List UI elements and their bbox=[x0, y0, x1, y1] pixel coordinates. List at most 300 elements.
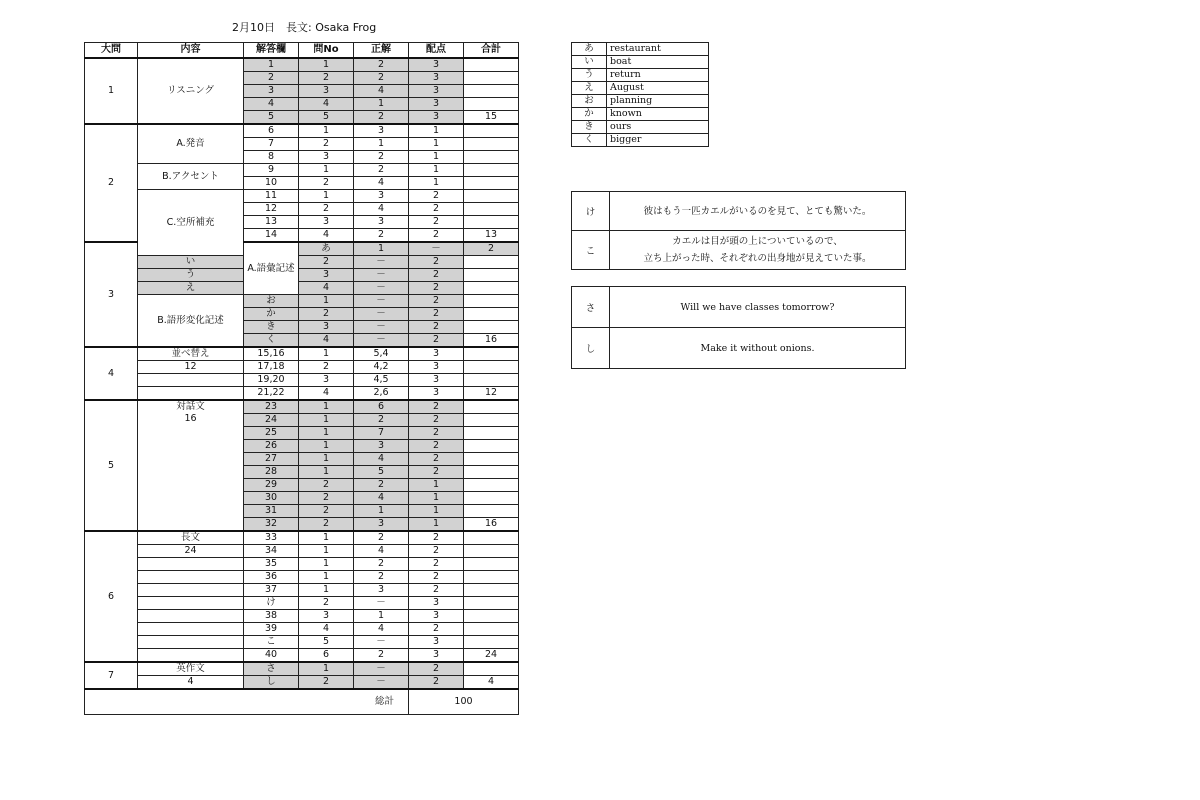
vocab-key: お bbox=[572, 95, 607, 108]
table-row bbox=[85, 190, 519, 203]
correct-answer: 4 bbox=[354, 177, 409, 190]
question-number: 2 bbox=[299, 308, 354, 321]
subtotal bbox=[464, 295, 519, 308]
vocab-value: known bbox=[607, 108, 709, 121]
correct-answer: 2,6 bbox=[354, 387, 409, 401]
question-number: 1 bbox=[299, 414, 354, 427]
section-number: 1 bbox=[85, 58, 138, 124]
vocab-row bbox=[572, 56, 709, 69]
question-number: 3 bbox=[299, 610, 354, 623]
content-label-text: 12 bbox=[184, 361, 197, 373]
answer-row bbox=[572, 328, 906, 369]
subtotal: 4 bbox=[464, 676, 519, 690]
question-number: 3 bbox=[299, 216, 354, 229]
vocab-row bbox=[572, 95, 709, 108]
correct-answer: － bbox=[354, 334, 409, 348]
question-number: 1 bbox=[299, 545, 354, 558]
vocab-row bbox=[572, 134, 709, 147]
correct-answer: 3 bbox=[354, 584, 409, 597]
question-number: 2 bbox=[299, 256, 354, 269]
points: 2 bbox=[409, 400, 464, 414]
table-row bbox=[85, 400, 519, 414]
question-number: 2 bbox=[299, 177, 354, 190]
question-number: 1 bbox=[299, 466, 354, 479]
question-number: 4 bbox=[299, 282, 354, 295]
answer-text bbox=[610, 192, 906, 231]
answer-slot: 19,20 bbox=[244, 374, 299, 387]
subtotal bbox=[464, 558, 519, 571]
vocab-key: か bbox=[572, 108, 607, 121]
subtotal bbox=[464, 190, 519, 203]
vocab-key: う bbox=[572, 69, 607, 82]
answer-slot: 1 bbox=[244, 58, 299, 72]
answer-slot: う bbox=[138, 269, 244, 282]
table-row bbox=[85, 649, 519, 663]
correct-answer: 2 bbox=[354, 649, 409, 663]
content-label-text: B.語形変化記述 bbox=[157, 314, 224, 326]
content-label-text: リスニング bbox=[166, 85, 215, 97]
question-number: 3 bbox=[299, 85, 354, 98]
answer-slot: 25 bbox=[244, 427, 299, 440]
section-content-label bbox=[138, 190, 244, 256]
answer-text: Make it without onions. bbox=[610, 328, 906, 369]
points: 3 bbox=[409, 374, 464, 387]
vocab-row bbox=[572, 82, 709, 95]
vocab-value: boat bbox=[607, 56, 709, 69]
correct-answer: － bbox=[354, 295, 409, 308]
score-table-body bbox=[85, 58, 519, 689]
question-number: 2 bbox=[299, 492, 354, 505]
answer-text: Will we have classes tomorrow? bbox=[610, 287, 906, 328]
section-content-label bbox=[138, 295, 244, 348]
correct-answer: 5,4 bbox=[354, 347, 409, 361]
section-number: 3 bbox=[85, 242, 138, 347]
table-row bbox=[85, 282, 519, 295]
empty-cell bbox=[138, 597, 244, 610]
question-number: 1 bbox=[299, 427, 354, 440]
answer-slot: け bbox=[244, 597, 299, 610]
answer-slot: か bbox=[244, 308, 299, 321]
answer-slot: 12 bbox=[244, 203, 299, 216]
question-number: 2 bbox=[299, 361, 354, 374]
points: 2 bbox=[409, 676, 464, 690]
answer-slot: 39 bbox=[244, 623, 299, 636]
section-content-label bbox=[138, 164, 244, 190]
answer-slot: 3 bbox=[244, 85, 299, 98]
answer-slot: 30 bbox=[244, 492, 299, 505]
correct-answer: － bbox=[354, 269, 409, 282]
subtotal bbox=[464, 440, 519, 453]
section-content-label bbox=[138, 531, 244, 545]
vocab-row bbox=[572, 43, 709, 56]
answer-key: け bbox=[572, 192, 610, 231]
section-content-label bbox=[138, 662, 244, 676]
answer-key: し bbox=[572, 328, 610, 369]
points: 2 bbox=[409, 282, 464, 295]
answer-slot: 38 bbox=[244, 610, 299, 623]
points: 3 bbox=[409, 597, 464, 610]
correct-answer: 4 bbox=[354, 545, 409, 558]
table-row bbox=[85, 387, 519, 401]
subtotal bbox=[464, 124, 519, 138]
points: 2 bbox=[409, 662, 464, 676]
subtotal bbox=[464, 427, 519, 440]
answer-slot: 33 bbox=[244, 531, 299, 545]
subtotal bbox=[464, 374, 519, 387]
correct-answer: 3 bbox=[354, 216, 409, 229]
subtotal bbox=[464, 623, 519, 636]
correct-answer: 4 bbox=[354, 85, 409, 98]
section-number: 5 bbox=[85, 400, 138, 531]
points: 2 bbox=[409, 545, 464, 558]
answer-line: 立ち上がった時、それぞれの出身地が見えていた事。 bbox=[643, 253, 872, 264]
subtotal bbox=[464, 164, 519, 177]
points: 3 bbox=[409, 98, 464, 111]
answer-line: カエルは目が頭の上についているので、 bbox=[672, 236, 843, 247]
vocab-row bbox=[572, 108, 709, 121]
points: 2 bbox=[409, 256, 464, 269]
points: 3 bbox=[409, 361, 464, 374]
answer-slot: 8 bbox=[244, 151, 299, 164]
subtotal bbox=[464, 610, 519, 623]
points: 3 bbox=[409, 636, 464, 649]
empty-cell bbox=[138, 636, 244, 649]
header-cell: 配点 bbox=[409, 43, 464, 59]
subtotal bbox=[464, 466, 519, 479]
table-row bbox=[85, 676, 519, 690]
question-number: 1 bbox=[299, 584, 354, 597]
points: 2 bbox=[409, 440, 464, 453]
points: 1 bbox=[409, 124, 464, 138]
section-number: 6 bbox=[85, 531, 138, 662]
correct-answer: 2 bbox=[354, 229, 409, 243]
subtotal bbox=[464, 453, 519, 466]
empty-cell bbox=[138, 571, 244, 584]
points: 2 bbox=[409, 531, 464, 545]
table-row bbox=[85, 256, 519, 269]
correct-answer: 3 bbox=[354, 440, 409, 453]
table-row bbox=[85, 558, 519, 571]
section-content-label bbox=[138, 347, 244, 361]
subtotal bbox=[464, 216, 519, 229]
table-row bbox=[85, 374, 519, 387]
content-label-text: 対話文 bbox=[176, 401, 205, 412]
subtotal bbox=[464, 662, 519, 676]
answer-row bbox=[572, 287, 906, 328]
points: 1 bbox=[409, 151, 464, 164]
subtotal bbox=[464, 347, 519, 361]
subtotal: 16 bbox=[464, 518, 519, 532]
subtotal bbox=[464, 138, 519, 151]
question-number: 1 bbox=[299, 164, 354, 177]
vocab-value: return bbox=[607, 69, 709, 82]
question-number: 2 bbox=[299, 597, 354, 610]
answer-slot: 32 bbox=[244, 518, 299, 532]
points: 1 bbox=[409, 505, 464, 518]
question-number: 1 bbox=[299, 558, 354, 571]
points: 2 bbox=[409, 466, 464, 479]
empty-cell bbox=[138, 387, 244, 401]
points: 3 bbox=[409, 85, 464, 98]
points: 2 bbox=[409, 321, 464, 334]
correct-answer: 2 bbox=[354, 111, 409, 125]
subtotal bbox=[464, 72, 519, 85]
question-number: 1 bbox=[299, 571, 354, 584]
correct-answer: 2 bbox=[354, 58, 409, 72]
vocab-row bbox=[572, 121, 709, 134]
content-label-text: A.語彙記述 bbox=[247, 262, 295, 274]
section-content-label bbox=[138, 676, 244, 690]
table-row bbox=[85, 164, 519, 177]
points: 2 bbox=[409, 229, 464, 243]
correct-answer: 3 bbox=[354, 124, 409, 138]
question-number: 5 bbox=[299, 111, 354, 125]
correct-answer: 2 bbox=[354, 558, 409, 571]
subtotal: 16 bbox=[464, 334, 519, 348]
answer-slot: 11 bbox=[244, 190, 299, 203]
correct-answer: 1 bbox=[354, 610, 409, 623]
empty-cell bbox=[138, 610, 244, 623]
question-number: 6 bbox=[299, 649, 354, 663]
vocab-value: August bbox=[607, 82, 709, 95]
table-row bbox=[85, 597, 519, 610]
points: 2 bbox=[409, 414, 464, 427]
question-number: 1 bbox=[299, 440, 354, 453]
points: 1 bbox=[409, 518, 464, 532]
question-number: 2 bbox=[299, 138, 354, 151]
vocab-value: restaurant bbox=[607, 43, 709, 56]
answer-row bbox=[572, 231, 906, 270]
correct-answer: 4 bbox=[354, 203, 409, 216]
subtotal bbox=[464, 361, 519, 374]
answer-slot: 31 bbox=[244, 505, 299, 518]
answer-slot: 2 bbox=[244, 72, 299, 85]
points: 2 bbox=[464, 242, 519, 256]
question-number: 3 bbox=[299, 374, 354, 387]
table-row bbox=[85, 347, 519, 361]
answer-slot: 40 bbox=[244, 649, 299, 663]
vocab-key: く bbox=[572, 134, 607, 147]
points: 3 bbox=[409, 610, 464, 623]
correct-answer: 2 bbox=[354, 571, 409, 584]
subtotal: 12 bbox=[464, 387, 519, 401]
points: 1 bbox=[409, 177, 464, 190]
answer-slot: 27 bbox=[244, 453, 299, 466]
total-value: 100 bbox=[409, 689, 519, 715]
question-number: 2 bbox=[299, 518, 354, 532]
points: 2 bbox=[409, 584, 464, 597]
empty-cell bbox=[138, 374, 244, 387]
correct-answer: 7 bbox=[354, 427, 409, 440]
correct-answer: 2 bbox=[354, 479, 409, 492]
section-content-label bbox=[244, 242, 299, 295]
correct-answer: 1 bbox=[354, 138, 409, 151]
content-label-text: B.アクセント bbox=[162, 170, 219, 182]
question-number: 2 bbox=[299, 203, 354, 216]
section-content-label bbox=[138, 545, 244, 558]
answer-slot: 34 bbox=[244, 545, 299, 558]
answer-slot: 36 bbox=[244, 571, 299, 584]
answer-slot: 10 bbox=[244, 177, 299, 190]
header-cell: 大問 bbox=[85, 43, 138, 59]
points: 2 bbox=[409, 216, 464, 229]
empty-cell bbox=[138, 649, 244, 663]
subtotal bbox=[464, 479, 519, 492]
subtotal bbox=[464, 282, 519, 295]
table-row bbox=[85, 295, 519, 308]
answer-slot: 5 bbox=[244, 111, 299, 125]
points: 2 bbox=[409, 453, 464, 466]
total-label: 総計 bbox=[85, 689, 409, 715]
question-number: 4 bbox=[299, 229, 354, 243]
subtotal bbox=[464, 203, 519, 216]
table-row bbox=[85, 571, 519, 584]
correct-answer: 1 bbox=[354, 98, 409, 111]
answer-slot: 4 bbox=[244, 98, 299, 111]
section-content-label bbox=[138, 124, 244, 164]
content-label-text: C.空所補充 bbox=[166, 216, 215, 228]
correct-answer: － bbox=[354, 676, 409, 690]
correct-answer: 3 bbox=[354, 190, 409, 203]
table-row bbox=[85, 662, 519, 676]
answer-slot: お bbox=[244, 295, 299, 308]
subtotal bbox=[464, 85, 519, 98]
points: 2 bbox=[409, 427, 464, 440]
points: 3 bbox=[409, 387, 464, 401]
header-cell: 問No bbox=[299, 43, 354, 59]
subtotal bbox=[464, 545, 519, 558]
subtotal bbox=[464, 177, 519, 190]
question-number: 3 bbox=[299, 321, 354, 334]
section-number: 2 bbox=[85, 124, 138, 242]
section-number: 4 bbox=[85, 347, 138, 400]
answer-slot: 15,16 bbox=[244, 347, 299, 361]
answer-slot: き bbox=[244, 321, 299, 334]
subtotal bbox=[464, 571, 519, 584]
points: 2 bbox=[409, 558, 464, 571]
points: 2 bbox=[409, 308, 464, 321]
answer-slot: 9 bbox=[244, 164, 299, 177]
total-row bbox=[85, 689, 519, 715]
points: 2 bbox=[409, 623, 464, 636]
question-number: 2 bbox=[299, 505, 354, 518]
question-number: 1 bbox=[299, 124, 354, 138]
question-number: 1 bbox=[299, 531, 354, 545]
points: 2 bbox=[409, 571, 464, 584]
header-cell: 合計 bbox=[464, 43, 519, 59]
points: 2 bbox=[409, 203, 464, 216]
header-cell: 正解 bbox=[354, 43, 409, 59]
question-number: 3 bbox=[299, 151, 354, 164]
correct-answer: － bbox=[409, 242, 464, 256]
subtotal bbox=[464, 584, 519, 597]
vocab-key: え bbox=[572, 82, 607, 95]
content-label-text: 英作文 bbox=[176, 663, 205, 675]
correct-answer: 2 bbox=[354, 164, 409, 177]
answer-slot: 24 bbox=[244, 414, 299, 427]
question-number: 4 bbox=[299, 387, 354, 401]
correct-answer: － bbox=[354, 308, 409, 321]
points: 3 bbox=[409, 111, 464, 125]
correct-answer: 2 bbox=[354, 151, 409, 164]
answer-slot: 21,22 bbox=[244, 387, 299, 401]
answer-line: 彼はもう一匹カエルがいるのを見て、とても驚いた。 bbox=[643, 205, 872, 217]
answer-slot: 7 bbox=[244, 138, 299, 151]
points: 1 bbox=[409, 164, 464, 177]
table-row bbox=[85, 531, 519, 545]
answer-key: さ bbox=[572, 287, 610, 328]
correct-answer: 2 bbox=[354, 414, 409, 427]
section-content-label bbox=[138, 58, 244, 124]
question-number: 1 bbox=[354, 242, 409, 256]
subtotal bbox=[464, 308, 519, 321]
correct-answer: 3 bbox=[354, 518, 409, 532]
points: 1 bbox=[409, 479, 464, 492]
content-label-text: 24 bbox=[184, 545, 197, 557]
vocab-key: き bbox=[572, 121, 607, 134]
answer-text bbox=[610, 231, 906, 270]
empty-cell bbox=[138, 558, 244, 571]
table-row bbox=[85, 610, 519, 623]
answer-slot: 13 bbox=[244, 216, 299, 229]
question-number: 1 bbox=[299, 400, 354, 414]
answer-slot: え bbox=[138, 282, 244, 295]
answer-slot: 29 bbox=[244, 479, 299, 492]
points: 2 bbox=[409, 269, 464, 282]
subtotal bbox=[464, 151, 519, 164]
correct-answer: 2 bbox=[354, 72, 409, 85]
content-label-text: A.発音 bbox=[176, 138, 205, 150]
subtotal bbox=[464, 414, 519, 427]
question-number: 4 bbox=[299, 98, 354, 111]
subtotal bbox=[464, 492, 519, 505]
table-row bbox=[85, 545, 519, 558]
japanese-answer-table bbox=[571, 191, 906, 270]
correct-answer: － bbox=[354, 256, 409, 269]
table-row bbox=[85, 584, 519, 597]
table-row bbox=[85, 124, 519, 138]
question-number: 2 bbox=[299, 676, 354, 690]
answer-slot: 17,18 bbox=[244, 361, 299, 374]
table-row bbox=[85, 623, 519, 636]
question-number: 4 bbox=[299, 623, 354, 636]
subtotal bbox=[464, 98, 519, 111]
question-number: 1 bbox=[299, 347, 354, 361]
points: 2 bbox=[409, 295, 464, 308]
table-row bbox=[85, 636, 519, 649]
content-label-text: 並べ替え bbox=[171, 348, 210, 360]
points: 3 bbox=[409, 58, 464, 72]
score-table-header bbox=[85, 43, 519, 59]
vocab-key: あ bbox=[572, 43, 607, 56]
answer-slot: 23 bbox=[244, 400, 299, 414]
points: 3 bbox=[409, 72, 464, 85]
score-table bbox=[84, 42, 519, 715]
points: 3 bbox=[409, 347, 464, 361]
subtotal bbox=[464, 400, 519, 414]
vocab-value: bigger bbox=[607, 134, 709, 147]
section-number: 7 bbox=[85, 662, 138, 689]
subtotal bbox=[464, 531, 519, 545]
vocab-key: い bbox=[572, 56, 607, 69]
correct-answer: 4 bbox=[354, 453, 409, 466]
content-label-text: 長文 bbox=[180, 532, 200, 544]
points: 2 bbox=[409, 334, 464, 348]
answer-slot: あ bbox=[299, 242, 354, 256]
answer-row bbox=[572, 192, 906, 231]
header-cell: 内容 bbox=[138, 43, 244, 59]
answer-slot: さ bbox=[244, 662, 299, 676]
